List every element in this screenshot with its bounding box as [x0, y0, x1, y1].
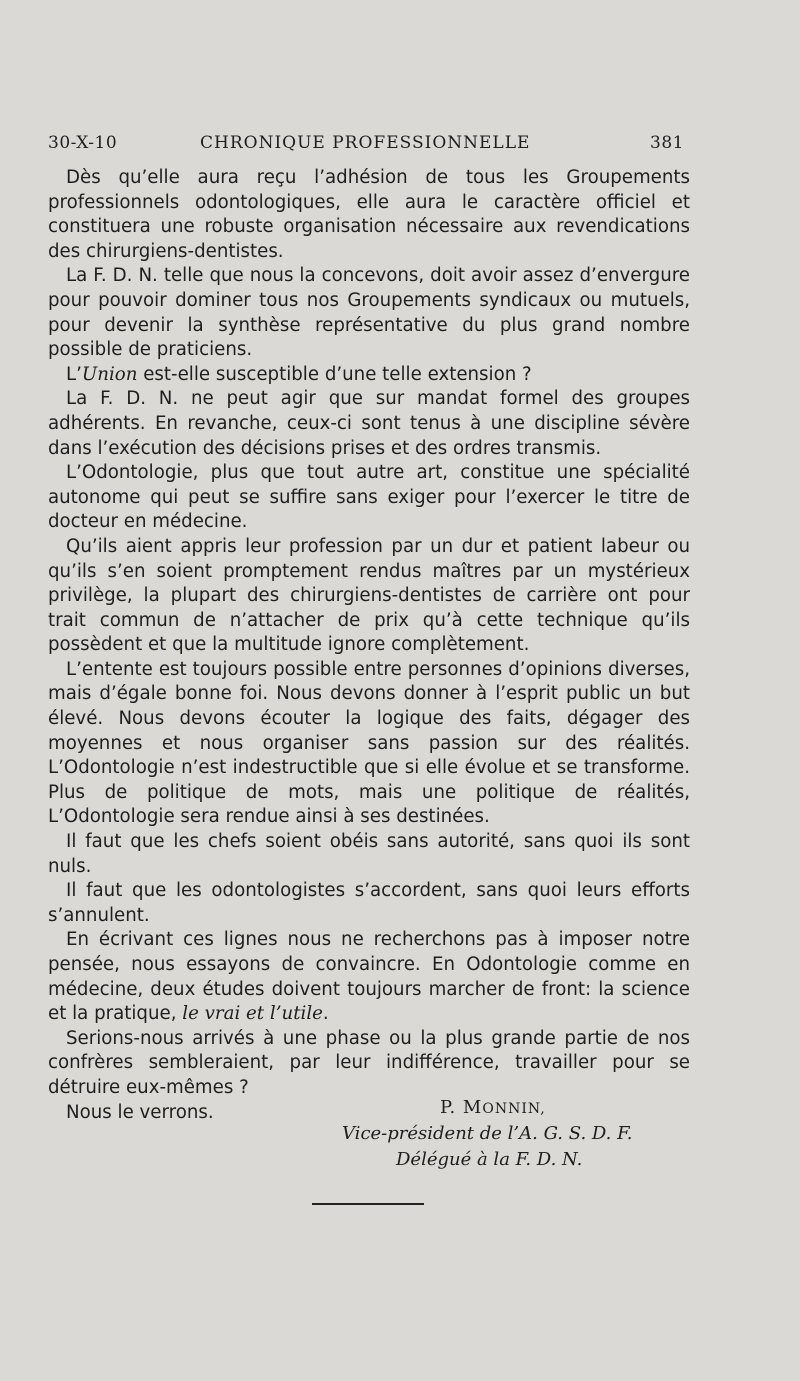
paragraph-writing: En écrivant ces lignes nous ne recherchons pas à imposer notre pensée, nous essayons de convaincre. En Odontologie comme en médecine, deux études doivent toujours marcher de front: la science et la pratique, le vrai et l’utile. [48, 929, 690, 1025]
running-header [48, 133, 684, 159]
page-number: 381 [650, 133, 684, 153]
header-date: 30-X-10 [48, 133, 118, 153]
paragraph: La F. D. N. telle que nous la concevons, doit avoir assez d’envergure pour pouvoir dominer tous nos Groupements syndicaux ou mutuels, pour devenir la synthèse représentative du plus grand nombre possible de praticiens. [48, 265, 690, 361]
union-italic: Union [81, 363, 138, 385]
paragraph: Nous le verrons. [66, 1101, 214, 1123]
author-name: P. MONNIN, [440, 1097, 546, 1118]
paragraph: Serions-nous arrivés à une phase ou la plus grande partie de nos confrères sembleraient, par leur indifférence, travailler pour se détruire eux-mêmes ? [48, 1027, 690, 1098]
paragraph: L’Odontologie, plus que tout autre art, constitue une spécialité autonome qui peut se suffire sans exiger pour l’exercer le titre de docteur en médecine. [48, 462, 690, 533]
paragraph: La F. D. N. ne peut agir que sur mandat formel des groupes adhérents. En revanche, ceux-ci sont tenus à une discipline sévère dans l’exécution des décisions prises et des ordres transmis. [48, 388, 690, 459]
author-role-2: Délégué à la F. D. N. [396, 1149, 583, 1170]
paragraph: Il faut que les chefs soient obéis sans autorité, sans quoi ils sont nuls. [48, 831, 690, 877]
paragraph: Dès qu’elle aura reçu l’adhésion de tous les Groupements professionnels odontologiques, elle aura le caractère officiel et constituera une robuste organisation nécessaire aux revendications des chirurgiens-dentistes. [48, 167, 690, 262]
paragraph: L’entente est toujours possible entre personnes d’opinions diverses, mais d’égale bonne foi. Nous devons donner à l’esprit public un but élevé. Nous devons écouter la logique des faits, dégager des moyennes et nous organiser sans passion sur des réalités. L’Odontologie n’est indestructible que si elle évolue et se transforme. Plus de politique de mots, mais une politique de réalités, L’Odontologie sera rendue ainsi à ses destinées. [48, 658, 690, 828]
motto-italic: le vrai et l’utile [182, 1003, 323, 1025]
paragraph: Il faut que les odontologistes s’accordent, sans quoi leurs efforts s’annulent. [48, 880, 690, 926]
author-role-1: Vice-président de l’A. G. S. D. F. [342, 1123, 633, 1144]
paragraph-union: L’Union est-elle susceptible d’une telle extension ? [66, 363, 532, 385]
end-rule-divider [312, 1203, 424, 1205]
paragraph: Qu’ils aient appris leur profession par un dur et patient labeur ou qu’ils s’en soient promptement rendus maîtres par un mystérieux privilège, la plupart des chirurgiens-dentistes de carrière ont pour trait commun de n’attacher de prix qu’à cette technique qu’ils possèdent et que la multitude ignore complètement. [48, 535, 690, 656]
header-title: CHRONIQUE PROFESSIONNELLE [200, 133, 531, 153]
article-body [48, 166, 690, 1125]
